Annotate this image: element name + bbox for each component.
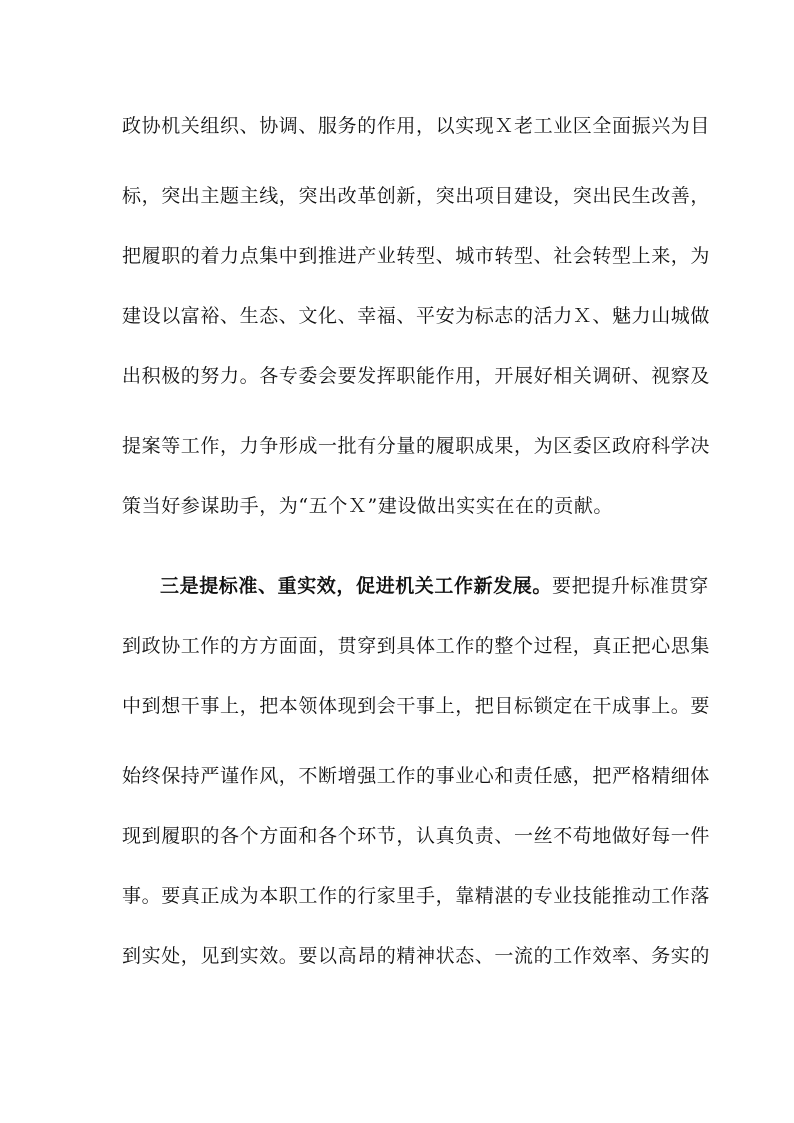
paragraph-1-line-4: 建设以富裕、生态、文化、幸福、平安为标志的活力Ｘ、魅力山城做 <box>122 305 711 327</box>
paragraph-2-line-3: 中到想干事上，把本领体现到会干事上，把目标锁定在干成事上。要 <box>122 695 711 717</box>
paragraph-1-line-1: 政协机关组织、协调、服务的作用，以实现Ｘ老工业区全面振兴为目 <box>122 115 711 137</box>
paragraph-1-line-3: 把履职的着力点集中到推进产业转型、城市转型、社会转型上来，为 <box>122 245 711 267</box>
paragraph-2-line-7: 到实处，见到实效。要以高昂的精神状态、一流的工作效率、务实的 <box>122 945 711 967</box>
paragraph-1-line-5: 出积极的努力。各专委会要发挥职能作用，开展好相关调研、视察及 <box>122 365 711 387</box>
paragraph-2-line-4: 始终保持严谨作风，不断增强工作的事业心和责任感，把严格精细体 <box>122 765 711 787</box>
paragraph-2-line-6: 事。要真正成为本职工作的行家里手，靠精湛的专业技能推动工作落 <box>122 885 711 907</box>
paragraph-1-line-6: 提案等工作，力争形成一批有分量的履职成果，为区委区政府科学决 <box>122 435 711 457</box>
paragraph-2-heading: 三是提标准、重实效，促进机关工作新发展。 <box>160 575 553 597</box>
paragraph-1-line-2: 标，突出主题主线，突出改革创新，突出项目建设，突出民生改善， <box>122 185 711 207</box>
paragraph-2-line-1 <box>160 573 709 599</box>
paragraph-2-line-2: 到政协工作的方方面面，贯穿到具体工作的整个过程，真正把心思集 <box>122 635 711 657</box>
paragraph-2-line-5: 现到履职的各个方面和各个环节，认真负责、一丝不苟地做好每一件 <box>122 825 711 847</box>
paragraph-2-first-line-text: 要把提升标准贯穿 <box>552 575 709 597</box>
paragraph-1-line-7: 策当好参谋助手，为“五个Ｘ”建设做出实实在在的贡献。 <box>122 495 614 517</box>
